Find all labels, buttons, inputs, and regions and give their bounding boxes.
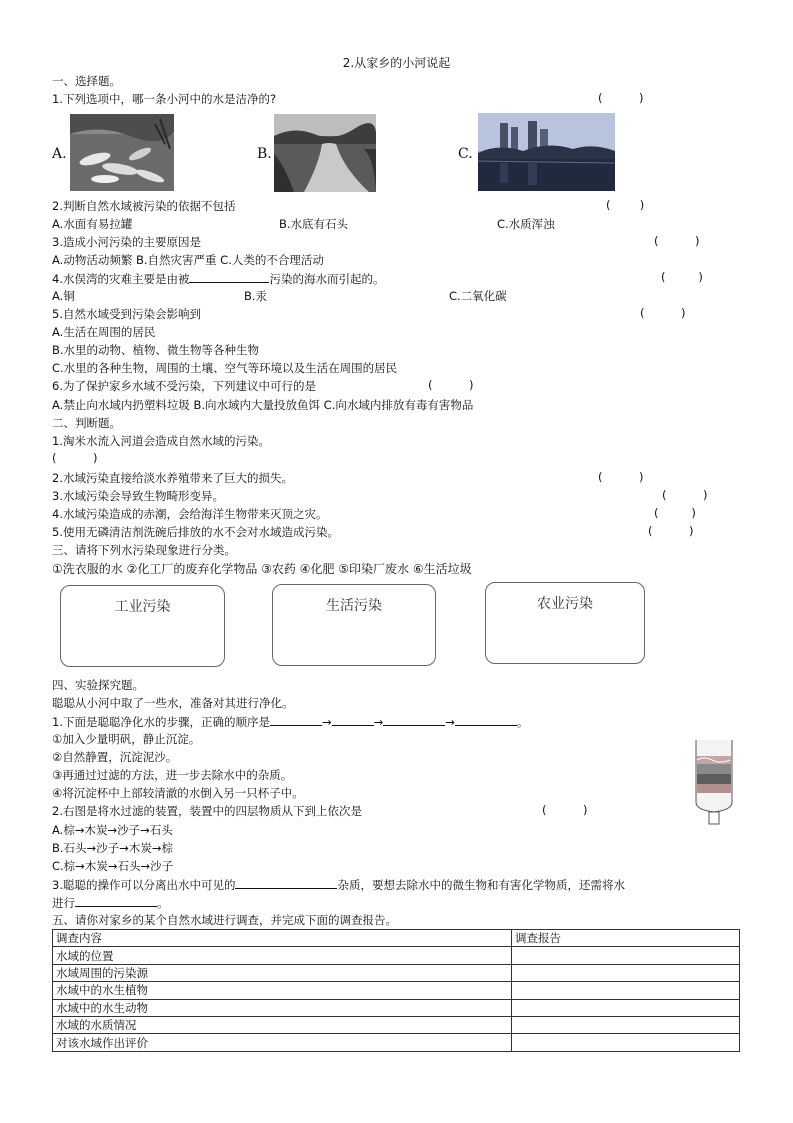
water-filter-illustration xyxy=(692,738,736,828)
row-label: 水域中的水生植物 xyxy=(53,982,512,999)
dirty-stream-image[interactable] xyxy=(274,114,376,192)
experiment-intro: 聪聪从小河中取了一些水，准备对其进行净化。 xyxy=(52,696,294,710)
table-row xyxy=(53,1016,740,1033)
polluted-river-dead-fish-image[interactable] xyxy=(70,114,174,191)
q5-option-a[interactable]: A.生活在周围的居民 xyxy=(52,325,156,339)
q2-option-c[interactable]: C.水质浑浊 xyxy=(497,217,555,231)
table-header-row xyxy=(53,930,740,947)
water-filter-device-image[interactable] xyxy=(692,738,736,828)
table-row xyxy=(53,999,740,1016)
tf-q1-text: 1.淘米水流入河道会造成自然水域的污染。 xyxy=(52,434,270,448)
q3-answer-paren[interactable]: ( ) xyxy=(654,234,700,248)
q6-answer-paren[interactable]: ( ) xyxy=(428,378,474,392)
q4-answer-paren[interactable]: ( ) xyxy=(661,270,703,284)
tf-q2-answer-paren[interactable]: ( ) xyxy=(598,470,644,484)
exp-q1-blank-4[interactable] xyxy=(455,713,517,726)
exp-q2-option-b[interactable]: B.石头→沙子→木炭→棕 xyxy=(52,841,173,855)
q2-option-b[interactable]: B.水底有石头 xyxy=(279,217,349,231)
q5-text: 5.自然水域受到污染会影响到 xyxy=(52,307,201,321)
exp-q3-blank-2[interactable] xyxy=(75,894,157,907)
survey-report-table xyxy=(52,929,740,1052)
q1-option-a-label: A. xyxy=(52,146,67,162)
exp-q2-option-c[interactable]: C.棕→木炭→石头→沙子 xyxy=(52,859,174,873)
report-cell[interactable] xyxy=(512,1034,740,1051)
q4-option-b[interactable]: B.汞 xyxy=(244,289,268,303)
agricultural-pollution-label: 农业污染 xyxy=(537,596,593,612)
exp-q2-option-a[interactable]: A.棕→木炭→沙子→石头 xyxy=(52,823,173,837)
exp-q3-blank-1[interactable] xyxy=(235,876,337,889)
exp-q3-line-2-text: 进行 xyxy=(52,896,75,910)
step-4: ④将沉淀杯中上部较清澈的水倒入另一只杯子中。 xyxy=(52,786,304,800)
q1-answer-paren[interactable]: ( ) xyxy=(598,91,644,105)
q3-options[interactable]: A.动物活动频繁 B.自然灾害严重 C.人类的不合理活动 xyxy=(52,253,324,267)
section-1-heading: 一、选择题。 xyxy=(52,74,121,88)
exp-q3-line-2 xyxy=(52,894,169,911)
exp-q3-prompt: 3.聪聪的操作可以分离出水中可见的 xyxy=(52,878,236,892)
row-label: 水域的位置 xyxy=(53,947,512,964)
q2-answer-paren[interactable]: ( ) xyxy=(606,198,645,212)
page-title: 2.从家乡的小河说起 xyxy=(342,56,451,70)
q5-option-b[interactable]: B.水里的动物、植物、微生物等各种生物 xyxy=(52,343,260,357)
table-row xyxy=(53,947,740,964)
q1-option-c-label: C. xyxy=(458,146,473,162)
report-cell[interactable] xyxy=(512,964,740,981)
tf-q4-answer-paren[interactable]: ( ) xyxy=(654,506,696,520)
q4-option-a[interactable]: A.铜 xyxy=(52,289,75,303)
exp-q2-answer-paren[interactable]: ( ) xyxy=(542,803,588,817)
domestic-pollution-box[interactable] xyxy=(272,584,436,666)
table-row xyxy=(53,1034,740,1051)
tf-q3-answer-paren[interactable]: ( ) xyxy=(662,488,708,502)
section-2-heading: 二、判断题。 xyxy=(52,416,121,430)
tf-q5-text: 5.使用无磷清洁剂洗碗后排放的水不会对水域造成污染。 xyxy=(52,525,339,539)
row-label: 对该水域作出评价 xyxy=(53,1034,512,1051)
arrow-3: → xyxy=(445,715,455,729)
exp-q3-continued: 杂质，要想去除水中的微生物和有害化学物质，还需将水 xyxy=(337,878,625,892)
q1-text: 1.下列选项中，哪一条小河中的水是洁净的? xyxy=(52,92,277,106)
clean-river-photo xyxy=(478,113,615,191)
exp-q1-prompt: 1.下面是聪聪净化水的步骤，正确的顺序是 xyxy=(52,715,270,729)
clean-river-city-image[interactable] xyxy=(478,113,615,191)
tf-q5-answer-paren[interactable]: ( ) xyxy=(648,524,694,538)
tf-q1-answer-paren[interactable]: ( ) xyxy=(52,451,98,465)
table-row xyxy=(53,964,740,981)
q1-option-b-label: B. xyxy=(257,146,272,162)
q3-text: 3.造成小河污染的主要原因是 xyxy=(52,235,201,249)
exp-q1-blank-1[interactable] xyxy=(270,713,322,726)
pollution-items: ①洗衣服的水 ②化工厂的废弃化学物品 ③农药 ④化肥 ⑤印染厂废水 ⑥生活垃圾 xyxy=(52,562,472,576)
step-3: ③再通过过滤的方法，进一步去除水中的杂质。 xyxy=(52,768,293,782)
header-survey-report: 调查报告 xyxy=(512,930,740,947)
arrow-2: → xyxy=(373,715,384,729)
agricultural-pollution-box[interactable] xyxy=(485,582,645,664)
table-row xyxy=(53,982,740,999)
report-cell[interactable] xyxy=(512,947,740,964)
exp-q3-line-1 xyxy=(52,876,625,893)
section-3-heading: 三、请将下列水污染现象进行分类。 xyxy=(52,543,236,557)
step-1: ①加入少量明矾，静止沉淀。 xyxy=(52,732,201,746)
tf-q3-text: 3.水域污染会导致生物畸形变异。 xyxy=(52,489,224,503)
q4-text-end: 污染的海水而引起的。 xyxy=(269,272,385,286)
q4-blank[interactable] xyxy=(189,270,269,283)
industrial-pollution-box[interactable] xyxy=(60,585,225,667)
dirty-stream-photo xyxy=(274,114,376,192)
industrial-pollution-label: 工业污染 xyxy=(114,599,171,615)
exp-q2-text: 2.右图是将水过滤的装置，装置中的四层物质从下到上依次是 xyxy=(52,804,362,818)
row-label: 水域的水质情况 xyxy=(53,1016,512,1033)
q2-text: 2.判断自然水域被污染的依据不包括 xyxy=(52,199,236,213)
exp-q1-blank-3[interactable] xyxy=(383,713,445,726)
q4-text-start: 4.水俣湾的灾难主要是由被 xyxy=(52,272,190,286)
section-4-heading: 四、实验探究题。 xyxy=(52,678,144,692)
q4-option-c[interactable]: C.二氧化碳 xyxy=(449,289,507,303)
domestic-pollution-label: 生活污染 xyxy=(326,598,382,614)
exp-q1-blank-2[interactable] xyxy=(332,713,374,726)
q4-text xyxy=(52,270,384,287)
section-5-heading: 五、请你对家乡的某个自然水域进行调查，并完成下面的调查报告。 xyxy=(52,913,397,927)
report-cell[interactable] xyxy=(512,1016,740,1033)
q2-option-a[interactable]: A.水面有易拉罐 xyxy=(52,217,133,231)
exp-q1-end: 。 xyxy=(516,715,529,729)
step-2: ②自然静置，沉淀泥沙。 xyxy=(52,750,178,764)
arrow-1: → xyxy=(321,715,332,729)
tf-q4-text: 4.水域污染造成的赤潮，会给海洋生物带来灭顶之灾。 xyxy=(52,507,328,521)
exp-q3-end: 。 xyxy=(157,896,169,910)
exp-q1-text xyxy=(52,713,528,730)
tf-q2-text: 2.水域污染直接给淡水养殖带来了巨大的损失。 xyxy=(52,471,293,485)
row-label: 水域中的水生动物 xyxy=(53,999,512,1016)
q5-option-c[interactable]: C.水里的各种生物，周围的土壤、空气等环境以及生活在周围的居民 xyxy=(52,361,398,375)
dead-fish-photo xyxy=(70,114,174,191)
q6-options[interactable]: A.禁止向水域内扔塑料垃圾 B.向水域内大量投放鱼饵 C.向水域内排放有毒有害物品 xyxy=(52,398,474,412)
q5-answer-paren[interactable]: ( ) xyxy=(640,306,686,320)
report-cell[interactable] xyxy=(512,999,740,1016)
q6-text: 6.为了保护家乡水域不受污染，下列建议中可行的是 xyxy=(52,379,316,393)
row-label: 水域周围的污染源 xyxy=(53,964,512,981)
header-survey-content: 调查内容 xyxy=(53,930,512,947)
report-cell[interactable] xyxy=(512,982,740,999)
